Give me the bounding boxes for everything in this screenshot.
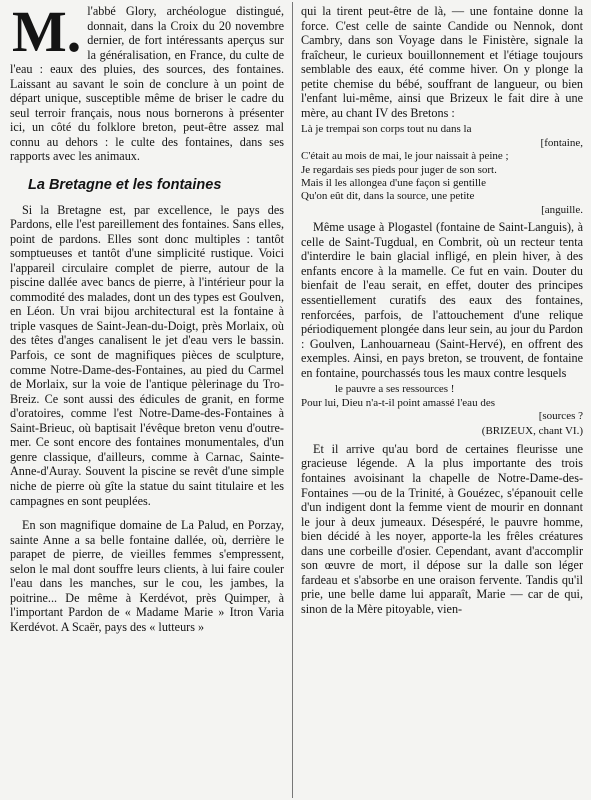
verse-line: Je regardais ses pieds pour juger de son sort. <box>301 163 497 176</box>
verse-line: le pauvre a ses ressources ! <box>335 383 455 396</box>
verse-quote-1 <box>301 123 583 217</box>
paragraph-5: Et il arrive qu'au bord de certaines fleurisse une gracieuse légende. A la plus importante des trois fontaines avoisinant la chapelle de Notre-Dame-des-Fontaines —ou de la Trinité, à Gouézec, s'épanouit celle d'un indigent dont la femme vient de mourir en donnant le jour à deux jumeaux. Désespéré, le pauvre homme, bien décidé à les noyer, apporte-la les frêles créatures dans une corbeille d'osier. Cependant, avant d'accomplir son œuvre de mort, il dépose sur la dalle son léger fardeau et s'absorbe en une oraison fervente. Tandis qu'il prie, une belle dame lui apparaît, Marie — car de qui, sinon de la Mère pitoyable, vien- <box>301 441 583 616</box>
drop-cap: M. <box>12 0 82 64</box>
section-heading: La Bretagne et les fontaines <box>28 177 222 194</box>
verse-line: Là je trempai son corps tout nu dans la <box>301 123 472 136</box>
paragraph-4: Même usage à Plogastel (fontaine de Saint-Languis), à celle de Saint-Tugdual, en Combrit, où un recteur tenta d'interdire le bain glacial infligé, en plein hiver, à des enfants encore à la mamelle. Ce fut en vain. Douter du bienfait de l'eau serait, en effet, douter des principes essentiellement curatifs des eaux des fontaines, renforcées, parfois, de l'attouchement d'une relique périodiquement plongée dans leur sein, au jour du Pardon : Goulven, Lanhouarneau (Saint-Hervé), en offrent des exemples. Ainsi, en pays breton, se trouvent, de fontaine en fontaine, pourchassés tous les maux contre lesquels <box>301 220 583 380</box>
column-rule <box>292 2 293 798</box>
verse-quote-2 <box>301 383 583 439</box>
verse-line: Mais il les allongea d'une façon si gentille <box>301 177 486 189</box>
paragraph-3: qui la tirent peut-être de là, — une fontaine donne la force. C'est celle de sainte Candide ou Nennok, dont Cambry, dans son Voyage dans le Finistère, signale la fraîcheur, le curieux bouillonnement et l'étiage toujours semblable des eaux, été comme hiver. On y plonge la petite chemise du bébé, souffrant de langueur, ou bien l'enfant lui-même, ainsi que Brizeux le fait dire à une mère, au chant IV des Bretons : <box>301 4 583 120</box>
verse-line: Pour lui, Dieu n'a-t-il point amassé l'eau des <box>301 396 495 409</box>
verse-attribution: (BRIZEUX, chant VI.) <box>481 425 583 438</box>
intro-paragraph <box>10 0 284 164</box>
verse-line: [sources ? <box>538 410 583 423</box>
verse-line: [anguille. <box>541 203 583 216</box>
right-column <box>301 4 583 616</box>
intro-text: l'abbé Glory, archéologue distingué, donnait, dans la Croix du 20 novembre dernier, de fort intéressants aperçus sur la généralisation, en France, du culte de l'eau : eaux des pluies, des sources, des fontaines. Laissant au savant le soin de conclure à un point de départ unique, susceptible même de briser le cadre du seul terroir français, nous nous bornerons à présenter ici, un côté du folklore breton, peut-être assez mal connu au dehors : le culte des fontaines, dans ses rapports avec les animaux. <box>10 4 284 164</box>
verse-line: C'était au mois de mai, le jour naissait à peine ; <box>301 150 509 163</box>
verse-line: [fontaine, <box>540 136 583 149</box>
left-column <box>10 0 284 634</box>
paragraph-gap <box>10 508 284 518</box>
verse-line: Qu'on eût dit, dans la source, une petite <box>301 190 475 203</box>
paragraph-1: Si la Bretagne est, par excellence, le pays des Pardons, elle l'est pareillement des fontaines. Sans elles, point de pardons. Elles sont donc multiples : tantôt somptueuses et tantôt d'une simplicité rustique. Voici l'appareil circulaire complet de pierre, autour de la piscine dallée avec bancs de pierre, à l'intérieur pour la commodité des malades, dont un des types est Goulven, en Léon. Un vrai bijou architectural est la fontaine à triple vasques de Saint-Jean-du-Doigt, près Morlaix, où des têtes d'anges canalisent le jet d'eau vers le bassin. Parfois, ce sont de magnifiques pièces de sculpture, comme Notre-Dame-des-Fontaines, au pied du Carmel de Morlaix, sur la voie de l'antique pèlerinage du Tro-Breiz. Ce sont aussi des édicules de granit, en forme d'oratoires, comme l'est Notre-Dame-des-Fontaines à Saint-Brieuc, où baptisait l'évêque breton venu d'outre-mer. Ce sont encore des fontaines monumentales, d'un genre classique, d'ailleurs, comme à Carnac, Sainte-Anne-d'Auray. Souvent la piscine se revêt d'une simple niche de pierre où gîte la statue du saint titulaire et les campagnes en sont peuplées. <box>10 202 284 508</box>
paragraph-2: En son magnifique domaine de La Palud, en Porzay, sainte Anne a sa belle fontaine dallée, où, derrière le parapet de pierre, de vieilles femmes s'empressent, selon le mal dont souffre leurs clients, à lui faire couler l'eau dans les manches, sur le cou, les jambes, la poitrine... De même à Kerdévot, près Quimper, à l'important Pardon de « Madame Marie » Itron Varia Kerdévot. A Scaër, pays des « lutteurs » <box>10 518 284 634</box>
